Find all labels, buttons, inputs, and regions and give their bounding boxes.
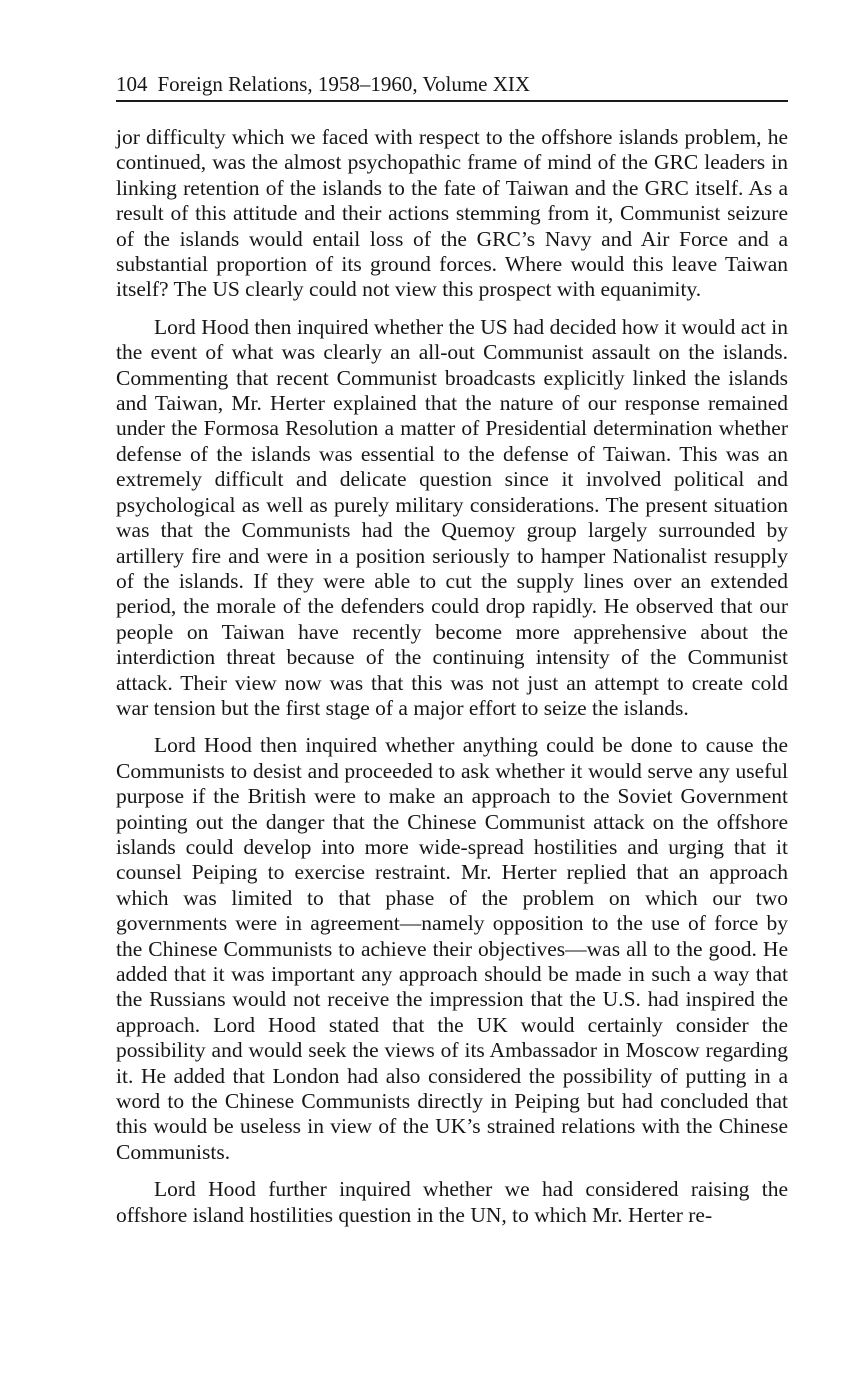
running-head	[116, 70, 788, 102]
paragraph: Lord Hood then inquired whether the US had decided how it would act in the event of what was clearly an all-out Communist assault on the islands. Commenting that recent Communist broadcasts explicitly linked the islands and Taiwan, Mr. Herter explained that the nature of our response remained under the Formosa Resolution a matter of Presidential determination whether defense of the islands was essential to the defense of Taiwan. This was an extremely difficult and delicate question since it involved political and psychological as well as purely military considerations. The present situation was that the Communists had the Quemoy group largely surrounded by artillery fire and were in a position seriously to hamper Nationalist resupply of the islands. If they were able to cut the supply lines over an extended period, the morale of the defenders could drop rapidly. He observed that our people on Taiwan have recently become more apprehensive about the interdiction threat because of the continuing intensity of the Communist attack. Their view now was that this was not just an attempt to create cold war tension but the first stage of a major effort to seize the islands.	[116, 314, 788, 720]
page-number: 104	[116, 72, 148, 96]
body-text	[116, 125, 788, 1240]
running-head-title: Foreign Relations, 1958–1960, Volume XIX	[157, 72, 531, 96]
paragraph-continued: jor difficulty which we faced with respect to the offshore islands problem, he continued, was the almost psychopathic frame of mind of the GRC leaders in linking retention of the islands to the fate of Taiwan and the GRC itself. As a result of this attitude and their actions stemming from it, Communist seizure of the islands would entail loss of the GRC’s Navy and Air Force and a substantial proportion of its ground forces. Where would this leave Taiwan itself? The US clearly could not view this prospect with equanimity.	[116, 125, 788, 302]
paragraph: Lord Hood further inquired whether we had considered raising the offshore island hostilities question in the UN, to which Mr. Herter re-	[116, 1177, 788, 1227]
paragraph: Lord Hood then inquired whether anything could be done to cause the Communists to desist and proceeded to ask whether it would serve any useful purpose if the British were to make an approach to the Soviet Government pointing out the danger that the Chinese Communist attack on the offshore islands could develop into more wide-spread hostilities and urging that it counsel Peiping to exercise restraint. Mr. Herter replied that an approach which was limited to that phase of the problem on which our two governments were in agreement—namely opposition to the use of force by the Chinese Communists to achieve their objectives—was all to the good. He added that it was important any approach should be made in such a way that the Russians would not receive the impression that the U.S. had inspired the approach. Lord Hood stated that the UK would certainly consider the possibility and would seek the views of its Ambassador in Moscow regarding it. He added that London had also considered the possibility of putting in a word to the Chinese Communists directly in Peiping but had concluded that this would be useless in view of the UK’s strained relations with the Chinese Communists.	[116, 733, 788, 1164]
